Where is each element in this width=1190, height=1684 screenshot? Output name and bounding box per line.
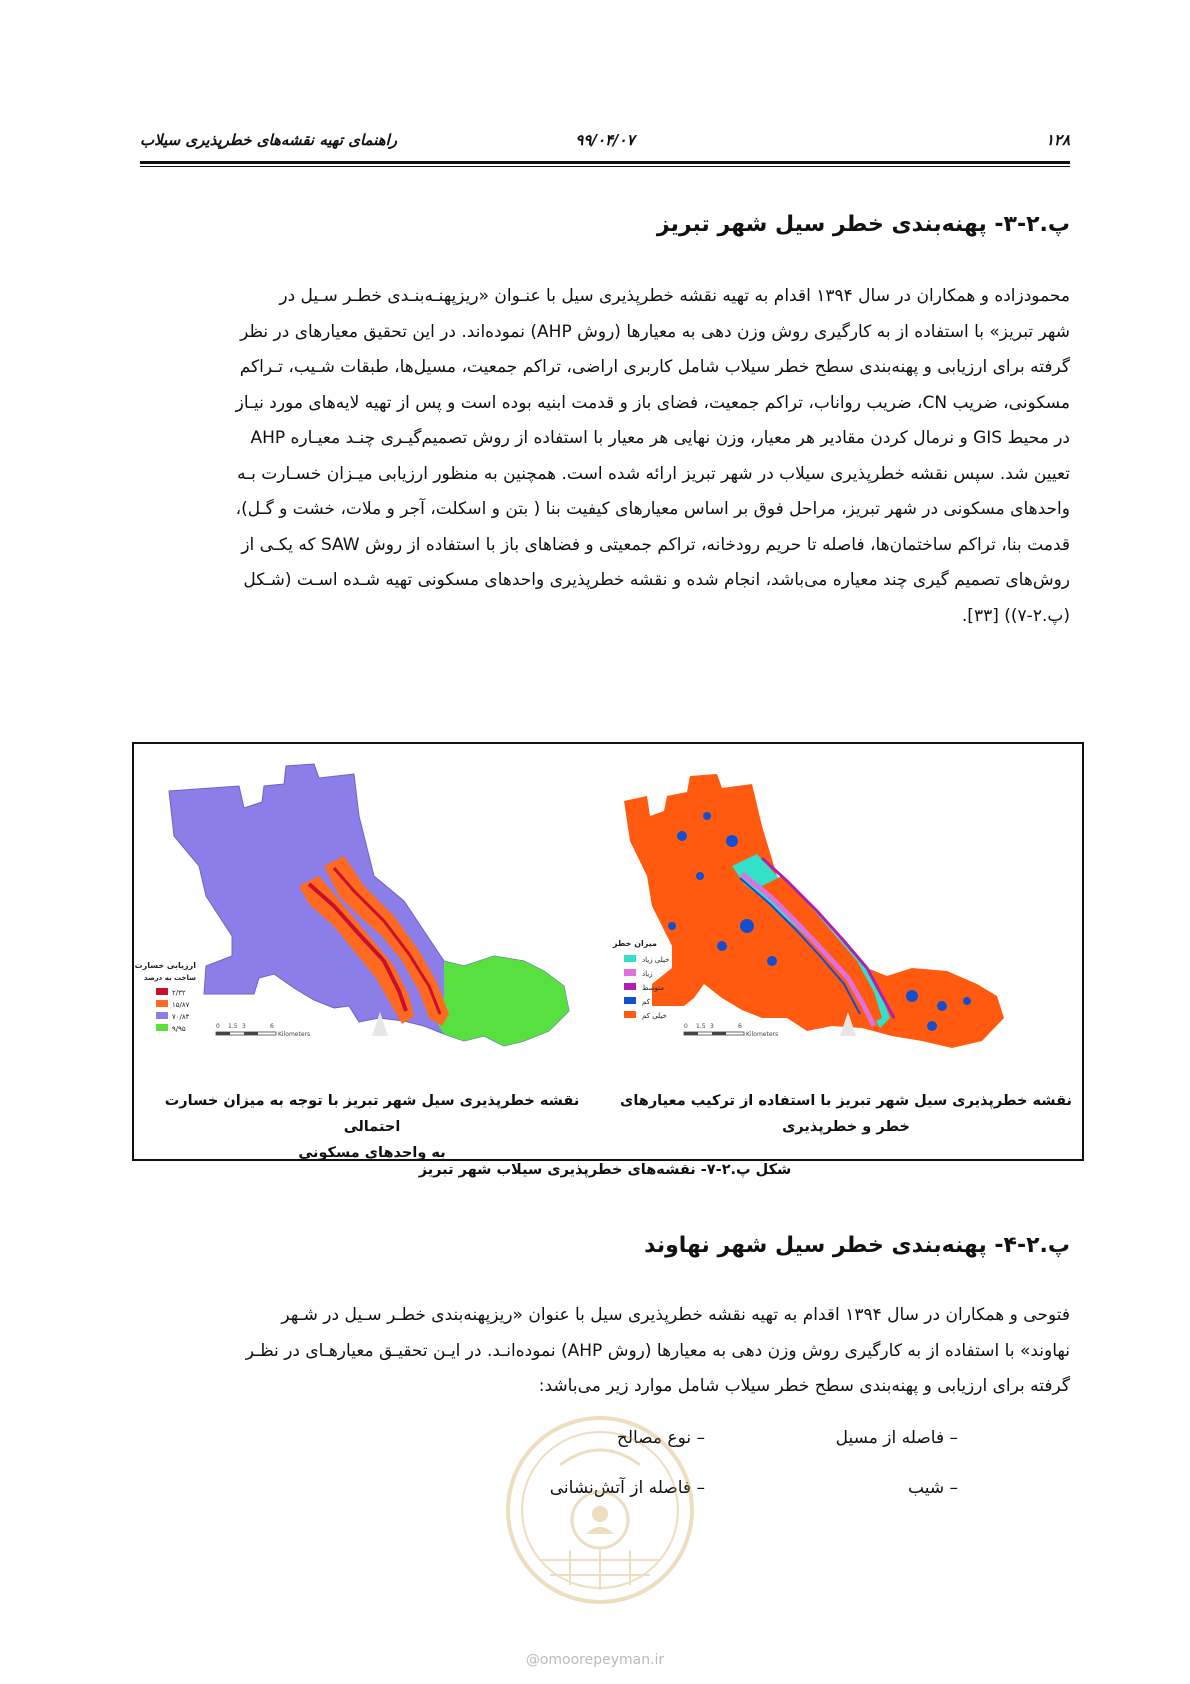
scale-tick: 0	[216, 1023, 220, 1030]
legend-swatch	[156, 988, 168, 995]
legend-label: خیلی زیاد	[642, 956, 670, 964]
legend-label: ۹/۹۵	[172, 1025, 186, 1033]
para-line: گرفته برای ارزیابی و پهنه‌بندی سطح خطر سیلاب شامل موارد زیر می‌باشد:	[538, 1376, 1070, 1396]
scale-unit: Kilometers	[746, 1031, 779, 1038]
map-damage-assessment	[134, 756, 594, 1086]
para-line: شهر تبریز» با استفاده از به کارگیری روش وزن دهی به معیارها (روش AHP) نموده‌اند. در این تحقیق معیارهای در نظر	[240, 321, 1070, 342]
risk-scale-bar	[684, 1023, 778, 1038]
section-title-tabriz: پ.۲-۳- پهنه‌بندی خطر سیل شهر تبریز	[656, 212, 1070, 237]
legend-label: متوسط	[642, 984, 664, 992]
caption-line: نقشه خطرپذیری سیل شهر تبریز با توجه به میزان خسارت احتمالی	[164, 1093, 580, 1135]
page-header	[140, 125, 1070, 165]
legend-swatch	[156, 1000, 168, 1007]
list-item: – شیب	[908, 1478, 958, 1498]
legend-swatch	[624, 983, 636, 990]
list-item: – فاصله از مسیل	[835, 1428, 958, 1448]
legend-swatch	[624, 1011, 636, 1018]
para-line: قدمت بنا، تراکم ساختمان‌ها، فاصله تا حریم رودخانه، تراکم جمعیتی و فضاهای باز با استفاده از روش SAW که یکـی از	[241, 534, 1070, 555]
para-line: تعیین شد. سپس نقشه خطرپذیری سیلاب در شهر تبریز ارائه شده است. همچنین به منظور ارزیابی میـزان خسـارت بـه	[237, 463, 1070, 484]
paragraph-nahavand	[140, 1298, 1070, 1405]
para-line: نهاوند» با استفاده از به کارگیری روش وزن دهی به معیارها (روش AHP) نموده‌انـد. در ایـن تحقیـق معیارهـای در نظـر	[245, 1340, 1070, 1361]
scale-tick: 3	[242, 1023, 246, 1030]
caption-line: به واحدهای مسکونی	[298, 1145, 446, 1161]
para-line: فتوحی و همکاران در سال ۱۳۹۴ اقدام به تهیه نقشه خطرپذیری سیل با عنوان «ریزپهنه‌بندی خطـر سـیل در شـهر	[281, 1305, 1070, 1325]
section-title-nahavand: پ.۲-۴- پهنه‌بندی خطر سیل شهر نهاوند	[644, 1233, 1070, 1258]
scale-tick: 1.5	[228, 1023, 238, 1030]
legend-label: خیلی کم	[642, 1012, 667, 1020]
legend-swatch	[624, 955, 636, 962]
header-rule	[140, 161, 1070, 164]
header-rule-thin	[140, 166, 1070, 167]
caption-line: نقشه خطرپذیری سیل شهر تبریز با استفاده از ترکیب معیارهای	[620, 1093, 1072, 1109]
risk-legend-title: میزان خطر	[612, 939, 657, 948]
figure-box	[132, 742, 1084, 1161]
page-number: ۱۲۸	[1045, 131, 1070, 149]
list-item: – نوع مصالح	[616, 1428, 705, 1448]
para-line: (پ.۲-۷)) [۳۳].	[961, 605, 1070, 626]
legend-swatch	[156, 1012, 168, 1019]
para-line: مسکونی، ضریب CN، ضریب رواناب، تراکم جمعیت، فضای باز و قدمت ابنیه بوده است و پس از تهیه لایه‌های مورد نیـاز	[235, 392, 1070, 413]
scale-tick: 3	[710, 1023, 714, 1030]
damage-legend-title: ارزیابی خسارت	[134, 961, 196, 970]
map-flood-risk	[612, 756, 1062, 1086]
list-item: – فاصله از آتش‌نشانی	[549, 1478, 705, 1498]
legend-label: زیاد	[642, 970, 653, 978]
caption-damage-map	[142, 1088, 602, 1166]
scale-tick: 0	[684, 1023, 688, 1030]
figure-caption: شکل پ.۲-۷- نقشه‌های خطرپذیری سیلاب شهر تبریز	[418, 1162, 792, 1178]
legend-label: ۷۰/۸۴	[172, 1013, 190, 1021]
para-line: در محیط GIS و نرمال کردن مقادیر هر معیار، وزن نهایی هر معیار با استفاده از روش تصمیم‌گیـری چنـد معیـاره AHP	[250, 428, 1070, 448]
legend-swatch	[156, 1024, 168, 1031]
scale-tick: 6	[738, 1023, 742, 1030]
para-line: محمودزاده و همکاران در سال ۱۳۹۴ اقدام به تهیه نقشه خطرپذیری سیل با عنـوان «ریزپهنـه‌بنـدی خطـر سـیل در	[279, 286, 1070, 306]
caption-line: خطر و خطرپذیری	[782, 1119, 910, 1135]
caption-risk-map	[616, 1088, 1076, 1140]
para-line: واحدهای مسکونی در شهر تبریز، مراحل فوق بر اساس معیارهای کیفیت بنا ( بتن و اسکلت، آجر و ملات، خشت و گـل)،	[235, 499, 1070, 519]
header-date: ۹۹/۰۴/۰۷	[575, 131, 635, 149]
header-title: راهنمای تهیه نقشه‌های خطرپذیری سیلاب	[140, 131, 398, 149]
paragraph-tabriz	[140, 279, 1070, 634]
scale-tick: 1.5	[696, 1023, 706, 1030]
scale-tick: 6	[270, 1023, 274, 1030]
legend-label: کم	[642, 998, 650, 1006]
damage-legend	[135, 961, 197, 1033]
watermark-site: @omoorepeyman.ir	[525, 1652, 665, 1668]
damage-scale-bar	[216, 1023, 310, 1038]
scale-unit: Kilometers	[278, 1031, 311, 1038]
para-line: گرفته برای ارزیابی و پهنه‌بندی سطح خطر سیلاب شامل کاربری اراضی، تراکم جمعیت، مسیل‌ها، طبقات شـیب، تـراکم	[239, 357, 1070, 377]
para-line: روش‌های تصمیم گیری چند معیاره می‌باشد، انجام شده و نقشه خطرپذیری واحدهای مسکونی تهیه شـده اسـت (شـکل	[243, 570, 1070, 590]
legend-label: ۲/۳۲	[172, 989, 186, 997]
damage-legend-subtitle: ساخت به درصد	[143, 974, 196, 982]
legend-swatch	[624, 997, 636, 1004]
watermark-seal-icon	[500, 1410, 700, 1610]
legend-swatch	[624, 969, 636, 976]
legend-label: ۱۵/۸۷	[172, 1001, 190, 1009]
